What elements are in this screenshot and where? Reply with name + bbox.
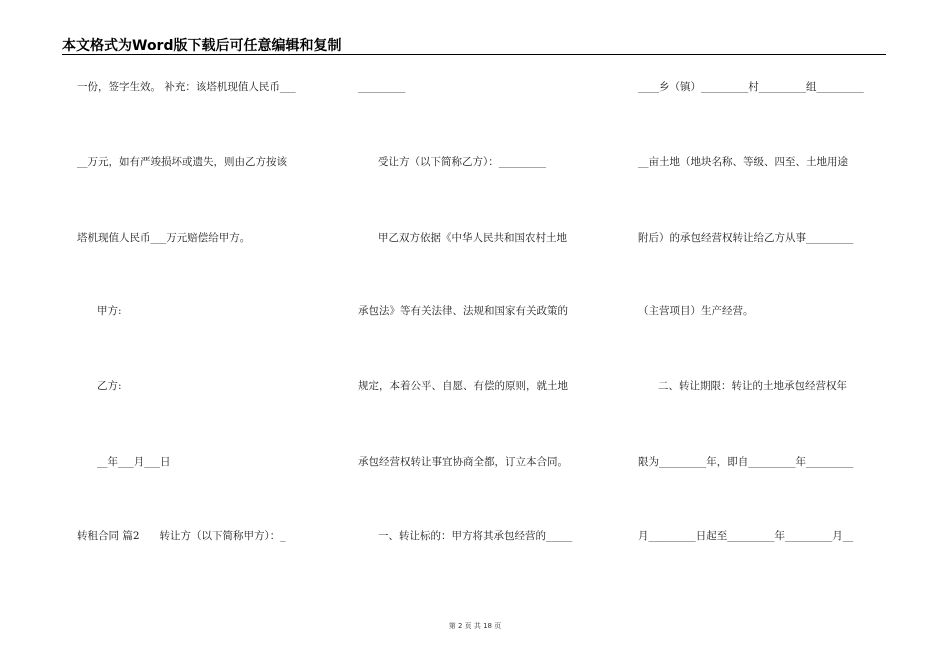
text-line: 承包经营权转让事宜协商全都，订立本合同。 xyxy=(358,456,568,468)
header-title: 本文格式为Word版下载后可任意编辑和复制 xyxy=(62,38,342,54)
text-line: 一份，签字生效。 补充：该塔机现值人民币___ xyxy=(77,81,296,93)
text-line: 承包法》等有关法律、法规和国家有关政策的 xyxy=(358,305,568,317)
text-line: 塔机现值人民币___万元赔偿给甲方。 xyxy=(77,232,251,244)
text-line: 甲方: xyxy=(77,305,122,317)
text-line: 规定，本着公平、自愿、有偿的原则，就土地 xyxy=(358,380,568,392)
text-line: 月_________日起至_________年_________月__ xyxy=(638,530,854,542)
page-footer: 第 2 页 共 18 页 xyxy=(448,622,502,630)
text-line: 二、转让期限：转让的土地承包经营权年 xyxy=(638,380,848,392)
text-line: 转租合同 篇2 转让方（以下简称甲方）：_ xyxy=(77,530,286,542)
text-line: __年___月___日 xyxy=(77,456,171,468)
text-line: 乙方: xyxy=(77,380,122,392)
text-line: ____乡（镇）_________村_________组_________ xyxy=(638,81,864,93)
text-line: （主营项目）生产经营。 xyxy=(638,305,754,317)
text-line: 受让方（以下简称乙方）：_________ xyxy=(358,156,547,168)
text-line: 附后）的承包经营权转让给乙方从事_________ xyxy=(638,232,854,244)
text-line: _________ xyxy=(358,81,406,93)
text-line: 一、转让标的：甲方将其承包经营的_____ xyxy=(358,530,573,542)
text-line: __万元，如有严竣损坏或遗失，则由乙方按该 xyxy=(77,156,287,168)
document-header xyxy=(62,33,886,55)
text-line: __亩土地（地块名称、等级、四至、土地用途 xyxy=(638,156,848,168)
text-line: 甲乙双方依据《中华人民共和国农村土地 xyxy=(358,232,568,244)
text-line: 限为_________年，即自_________年_________ xyxy=(638,456,854,468)
